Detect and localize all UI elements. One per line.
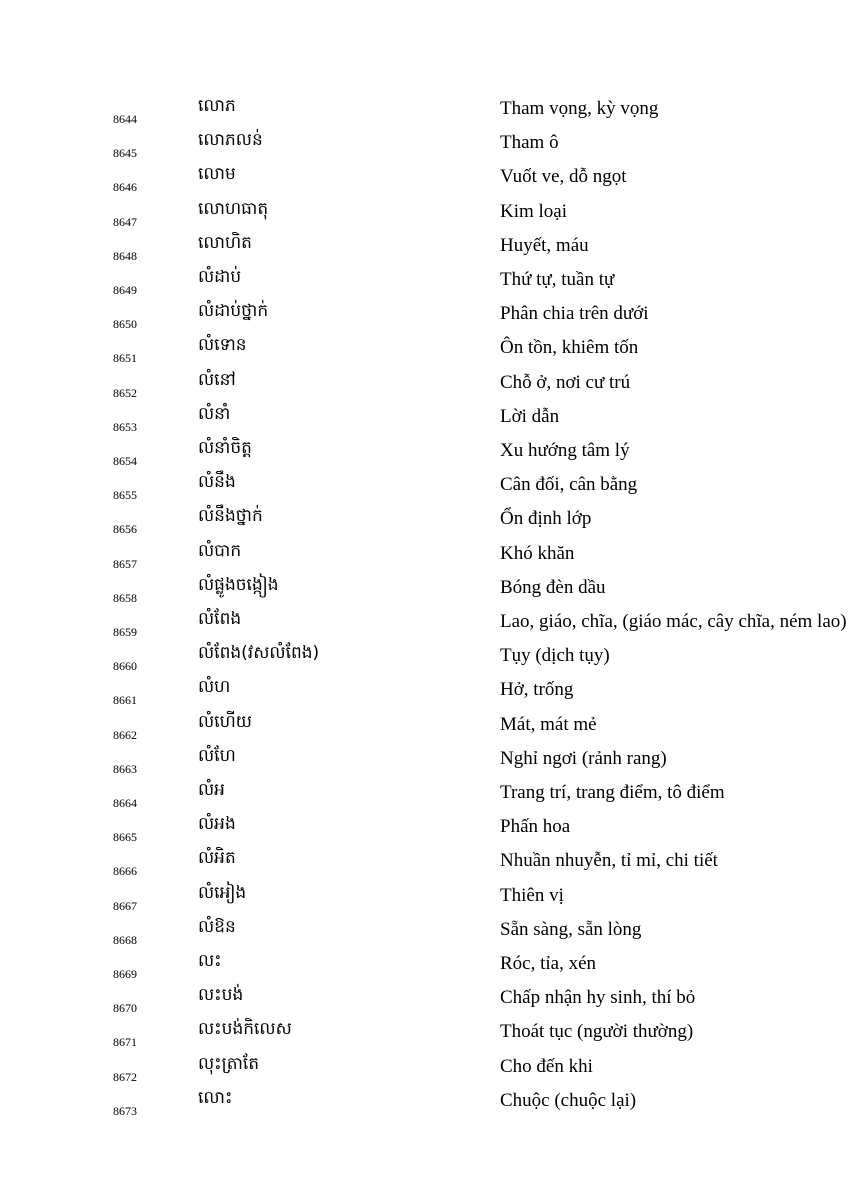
khmer-headword: លំហើយ	[198, 711, 252, 732]
entry-number: 8671	[113, 1035, 137, 1050]
entry-number: 8673	[113, 1103, 137, 1118]
vietnamese-translation: Thoát tục (người thường)	[500, 1021, 694, 1043]
entry-number: 8662	[113, 727, 137, 742]
dictionary-entry	[0, 814, 848, 854]
dictionary-entry	[0, 403, 848, 444]
entry-number: 8666	[113, 864, 137, 879]
entry-number: 8653	[113, 419, 137, 434]
vietnamese-translation: Trang trí, trang điểm, tô điểm	[500, 782, 725, 803]
khmer-headword: លំពែង(វសលំពែង)	[198, 643, 320, 664]
khmer-headword: លំហែ	[198, 745, 236, 766]
dictionary-entry	[0, 951, 848, 991]
vietnamese-translation: Xu hướng tâm lý	[500, 440, 630, 461]
dictionary-entry	[0, 267, 848, 307]
khmer-headword: លោម	[198, 164, 236, 185]
entry-number: 8645	[113, 146, 137, 161]
entry-number: 8660	[113, 659, 137, 674]
dictionary-entry	[0, 438, 848, 478]
khmer-headword: លោភ	[198, 96, 236, 116]
entry-number: 8668	[113, 932, 137, 947]
vietnamese-translation: Cho đến khi	[500, 1055, 593, 1077]
vietnamese-translation: Tham vọng, kỳ vọng	[500, 98, 659, 119]
khmer-headword: លំនឹង	[198, 472, 236, 493]
dictionary-entry	[0, 848, 848, 888]
entry-number: 8669	[113, 967, 137, 981]
entry-number: 8655	[113, 488, 137, 503]
entry-number: 8648	[113, 248, 137, 263]
dictionary-entry	[0, 232, 848, 273]
entry-number: 8661	[113, 693, 137, 708]
khmer-headword: លោហធាតុ	[198, 198, 269, 219]
dictionary-entry	[0, 1019, 848, 1059]
khmer-headword: លះបង់កិលេស	[198, 1019, 292, 1040]
dictionary-entry	[0, 335, 848, 375]
vietnamese-translation: Tham ô	[500, 132, 559, 154]
dictionary-entry	[0, 711, 848, 752]
dictionary-entry	[0, 609, 848, 649]
dictionary-entry	[0, 96, 848, 136]
khmer-headword: លំពែង	[198, 609, 242, 629]
dictionary-entry	[0, 574, 848, 615]
vietnamese-translation: Nghỉ ngơi (rảnh rang)	[500, 747, 667, 769]
khmer-headword: លំផ្លូងចង្កៀង	[198, 574, 279, 595]
entry-number: 8646	[113, 180, 137, 195]
dictionary-entry	[0, 916, 848, 957]
dictionary-entry	[0, 472, 848, 512]
khmer-headword: លំបាក	[198, 540, 242, 561]
khmer-headword: លោះ	[198, 1087, 233, 1108]
khmer-headword: លំនាំ	[198, 403, 231, 424]
khmer-headword: លោហិត	[198, 232, 252, 253]
entry-number: 8665	[113, 830, 137, 845]
khmer-headword: លំអ	[198, 780, 225, 800]
entry-number: 8644	[113, 112, 137, 126]
khmer-headword: លំនឹងថ្នាក់	[198, 506, 263, 527]
khmer-headword: លំនៅ	[198, 369, 236, 390]
entry-number: 8667	[113, 898, 137, 913]
entry-number: 8657	[113, 556, 137, 571]
vietnamese-translation: Kim loại	[500, 200, 568, 222]
khmer-headword: លះបង់	[198, 985, 244, 1006]
dictionary-entry	[0, 506, 848, 546]
khmer-headword: លំដាប់	[198, 267, 242, 287]
entry-number: 8656	[113, 522, 137, 537]
vietnamese-translation: Bóng đèn dầu	[500, 576, 606, 598]
dictionary-entry	[0, 780, 848, 820]
vietnamese-translation: Phân chia trên dưới	[500, 303, 649, 325]
entry-number: 8658	[113, 590, 137, 605]
entry-number: 8650	[113, 317, 137, 332]
dictionary-entry	[0, 1087, 848, 1128]
entry-number: 8659	[113, 625, 137, 639]
vietnamese-translation: Sẵn sàng, sẵn lòng	[500, 918, 642, 940]
khmer-headword: លំទោន	[198, 335, 247, 356]
vietnamese-translation: Khó khăn	[500, 542, 575, 564]
entry-number: 8651	[113, 351, 137, 366]
vietnamese-translation: Nhuần nhuyễn, tỉ mỉ, chi tiết	[500, 850, 718, 872]
khmer-headword: លុះត្រាតែ	[198, 1053, 260, 1074]
dictionary-entry	[0, 643, 848, 683]
dictionary-entry	[0, 198, 848, 239]
vietnamese-translation: Cân đối, cân bằng	[500, 474, 638, 496]
entry-number: 8652	[113, 385, 137, 400]
dictionary-entry	[0, 301, 848, 341]
vietnamese-translation: Vuốt ve, dỗ ngọt	[500, 166, 627, 188]
vietnamese-translation: Thứ tự, tuần tự	[500, 269, 615, 290]
vietnamese-translation: Chỗ ở, nơi cư trú	[500, 371, 631, 393]
vietnamese-translation: Chuộc (chuộc lại)	[500, 1089, 637, 1111]
dictionary-entry	[0, 130, 848, 170]
vietnamese-translation: Tụy (dịch tụy)	[500, 645, 610, 667]
vietnamese-translation: Ổn định lớp	[500, 508, 592, 530]
vietnamese-translation: Lao, giáo, chĩa, (giáo mác, cây chĩa, ném lao)	[500, 611, 847, 632]
dictionary-entry	[0, 882, 848, 923]
khmer-headword: លំហ	[198, 677, 231, 698]
khmer-headword: លំនាំចិត្ត	[198, 438, 252, 458]
vietnamese-translation: Phấn hoa	[500, 816, 571, 838]
vietnamese-translation: Huyết, máu	[500, 234, 589, 256]
entry-number: 8654	[113, 454, 137, 468]
vietnamese-translation: Chấp nhận hy sinh, thí bỏ	[500, 987, 696, 1009]
vietnamese-translation: Ôn tồn, khiêm tốn	[500, 337, 639, 359]
khmer-headword: លំអិត	[198, 848, 236, 869]
dictionary-entry	[0, 985, 848, 1025]
dictionary-entry	[0, 1053, 848, 1094]
dictionary-entry	[0, 369, 848, 410]
khmer-headword: លះ	[198, 951, 222, 971]
vietnamese-translation: Thiên vị	[500, 884, 564, 906]
khmer-headword: លំដាប់ថ្នាក់	[198, 301, 269, 322]
entry-number: 8670	[113, 1001, 137, 1016]
vietnamese-translation: Hở, trống	[500, 679, 574, 701]
khmer-headword: លោភលន់	[198, 130, 263, 151]
entry-number: 8649	[113, 283, 137, 297]
vietnamese-translation: Róc, tỉa, xén	[500, 953, 597, 974]
khmer-headword: លំអៀង	[198, 882, 247, 903]
entry-number: 8672	[113, 1069, 137, 1084]
entry-number: 8663	[113, 761, 137, 776]
vietnamese-translation: Mát, mát mẻ	[500, 713, 597, 735]
entry-number: 8647	[113, 214, 137, 229]
entry-number: 8664	[113, 796, 137, 810]
dictionary-entry	[0, 677, 848, 717]
khmer-headword: លំអង	[198, 814, 236, 835]
dictionary-entry	[0, 164, 848, 204]
dictionary-entry	[0, 745, 848, 786]
dictionary-entry	[0, 540, 848, 581]
vietnamese-translation: Lời dẫn	[500, 405, 560, 427]
khmer-headword: លំឱន	[198, 916, 236, 937]
